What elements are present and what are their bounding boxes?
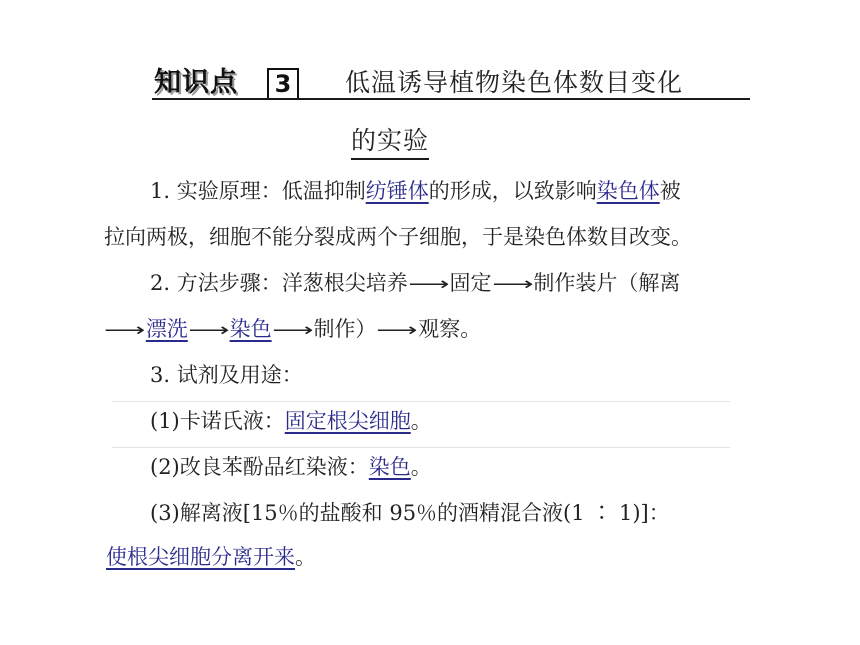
reagent-item3: (3)解离液[15％的盐酸和 95％的酒精混合液(1 ∶ 1)]： — [150, 501, 670, 525]
answer-separate-cells: 使根尖细胞分离开来 — [106, 545, 295, 569]
section-title-line1: 低温诱导植物染色体数目变化 — [345, 68, 684, 97]
header-underline — [152, 98, 750, 100]
arrow-icon: ⟶ — [271, 320, 314, 341]
steps-line1 — [150, 268, 680, 300]
reagent-item2-prefix: (2)改良苯酚品红染液： — [150, 455, 369, 479]
step-fix: 固定 — [449, 271, 492, 295]
reagent-item3-end: 。 — [295, 545, 316, 569]
principle-prefix: 1. 实验原理：低温抑制 — [150, 179, 366, 203]
reagent-item1-prefix: (1)卡诺氏液： — [150, 409, 285, 433]
principle-line2: 拉向两极，细胞不能分裂成两个子细胞，于是染色体数目改变。 — [104, 225, 692, 249]
arrow-icon: ⟶ — [376, 320, 418, 341]
section-title-line2: 的实验 — [351, 126, 429, 160]
arrow-icon: ⟶ — [188, 320, 230, 341]
reagent-item1 — [150, 406, 432, 436]
arrow-icon: ⟶ — [104, 320, 146, 341]
divider — [112, 447, 730, 448]
answer-staining: 染色 — [368, 455, 411, 479]
divider — [112, 401, 730, 402]
step-made: 制作） — [313, 317, 377, 341]
arrow-icon: ⟶ — [407, 274, 450, 295]
principle-line1 — [150, 176, 681, 206]
arrow-icon: ⟶ — [491, 274, 534, 295]
reagent-item2 — [150, 452, 432, 482]
reagent-item1-end: 。 — [410, 409, 432, 433]
reagent-item3-answer-line — [106, 542, 316, 572]
answer-rinse: 漂洗 — [145, 317, 188, 341]
principle-end: 被 — [659, 179, 681, 203]
answer-spindle: 纺锤体 — [365, 179, 429, 203]
step-observe: 观察。 — [418, 317, 482, 341]
step-make-slide: 制作装片（解离 — [533, 271, 681, 295]
answer-stain: 染色 — [229, 317, 272, 341]
reagent-item2-end: 。 — [410, 455, 432, 479]
principle-mid: 的形成，以致影响 — [428, 179, 597, 203]
answer-fix-cells: 固定根尖细胞 — [284, 409, 411, 433]
answer-chromosome: 染色体 — [596, 179, 660, 203]
knowledge-point-label: 知识点 — [154, 67, 238, 98]
reagents-heading: 3. 试剂及用途： — [150, 363, 303, 387]
steps-prefix: 2. 方法步骤：洋葱根尖培养 — [150, 271, 408, 295]
steps-line2 — [104, 314, 481, 346]
knowledge-point-number: 3 — [267, 68, 299, 100]
